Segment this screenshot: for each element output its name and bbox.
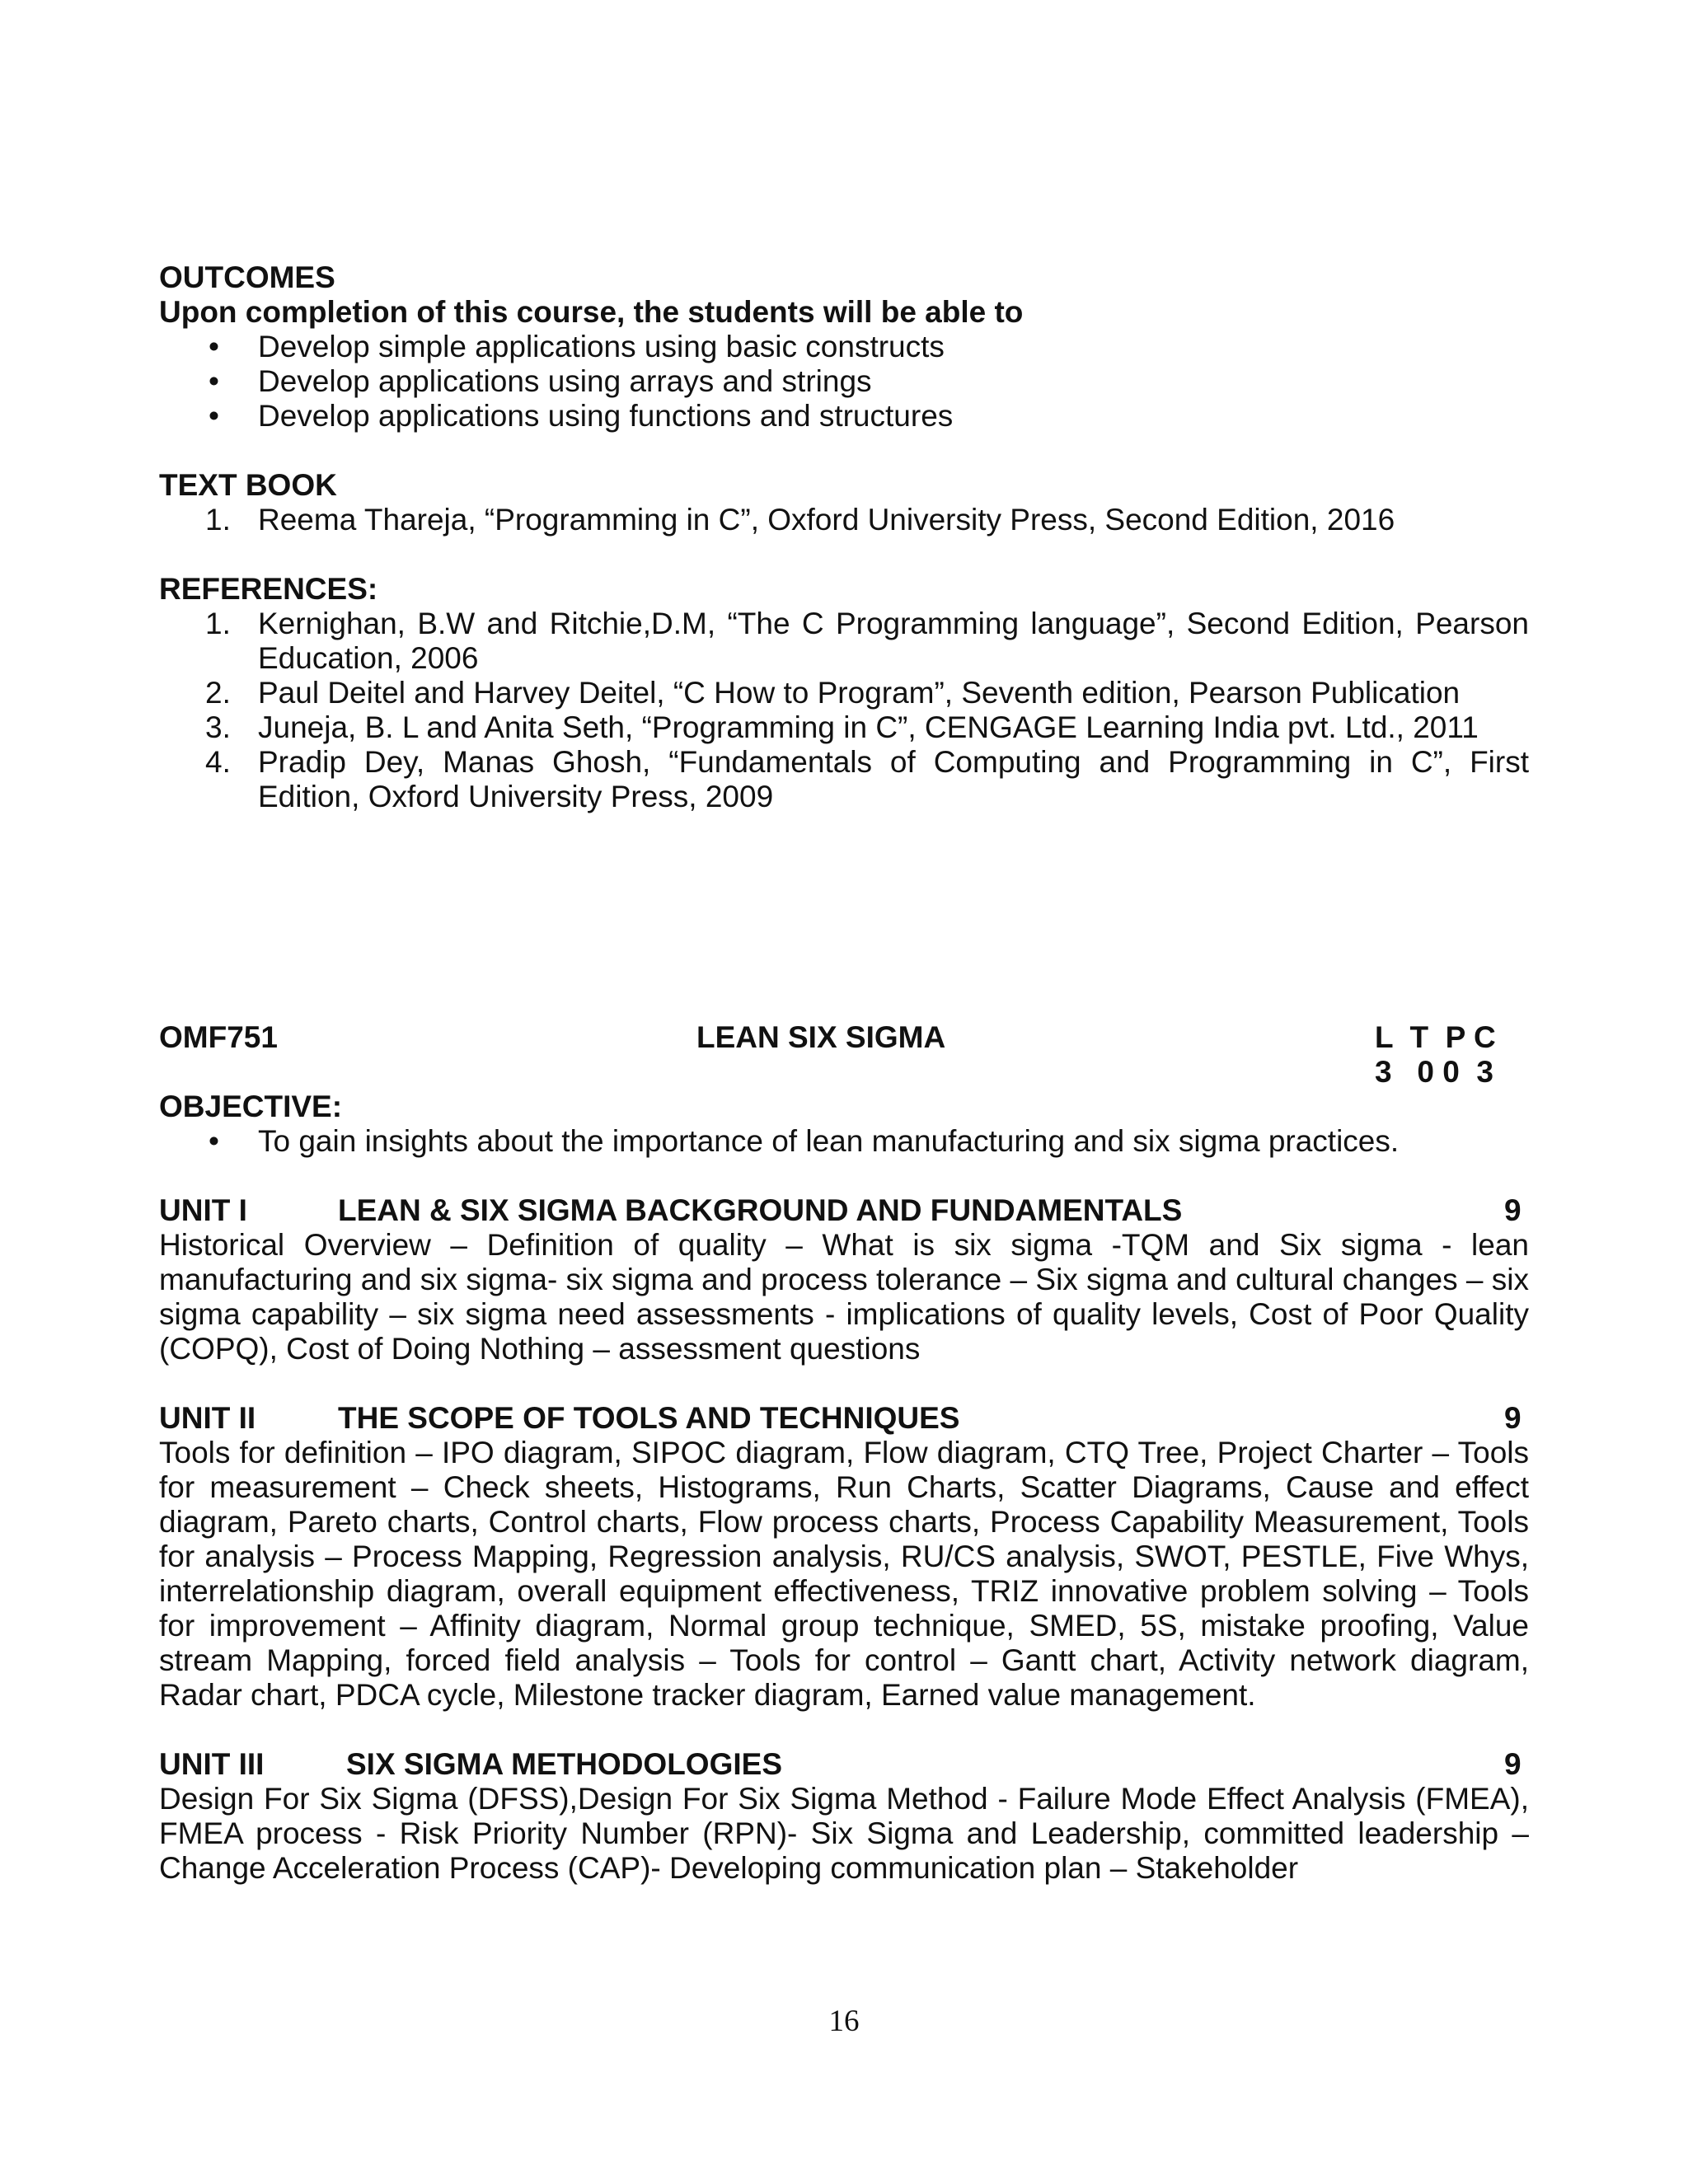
reference-item [159, 676, 1529, 710]
item-number: 1. [205, 503, 231, 537]
bullet-icon: • [209, 364, 219, 398]
unit-content: Tools for definition – IPO diagram, SIPOC diagram, Flow diagram, CTQ Tree, Project Charter – Tools for measurement – Check sheets, Histograms, Run Charts, Scatter Diagrams, Cause and effect diagram, Pareto charts, Control charts, Flow process charts, Process Capability Measurement, Tools for analysis – Process Mapping, Regression analysis, RU/CS analysis, SWOT, PESTLE, Five Whys, interrelationship diagram, overall equipment effectiveness, TRIZ innovative problem solving – Tools for improvement – Affinity diagram, Normal group technique, SMED, 5S, mistake proofing, Value stream Mapping, forced field analysis – Tools for control – Gantt chart, Activity network diagram, Radar chart, PDCA cycle, Milestone tracker diagram, Earned value management. [159, 1436, 1529, 1712]
item-text: Pradip Dey, Manas Ghosh, “Fundamentals of Computing and Programming in C”, First Edition, Oxford University Press, 2009 [258, 745, 1529, 813]
outcome-item [159, 399, 1529, 434]
item-text: Reema Thareja, “Programming in C”, Oxford University Press, Second Edition, 2016 [258, 503, 1395, 537]
item-text: Kernighan, B.W and Ritchie,D.M, “The C Programming language”, Second Edition, Pearson Education, 2006 [258, 607, 1529, 675]
unit-content: Historical Overview – Definition of quality – What is six sigma -TQM and Six sigma - lean manufacturing and six sigma- six sigma and process tolerance – Six sigma and cultural changes – six sigma capability – six sigma need assessments - implications of quality levels, Cost of Poor Quality (COPQ), Cost of Doing Nothing – assessment questions [159, 1228, 1529, 1366]
outcomes-intro: Upon completion of this course, the students will be able to [159, 295, 1024, 329]
reference-item [159, 607, 1529, 676]
objective-heading: OBJECTIVE: [159, 1090, 343, 1123]
unit-number: UNIT III [159, 1747, 265, 1781]
bullet-icon: • [209, 1124, 219, 1158]
text-book-heading: TEXT BOOK [159, 468, 337, 502]
outcome-item [159, 330, 1529, 364]
text-book-item [159, 503, 1529, 537]
course-code: OMF751 [159, 1020, 278, 1054]
unit-title: THE SCOPE OF TOOLS AND TECHNIQUES [338, 1401, 960, 1435]
ltpc-header: L T P C [1375, 1020, 1496, 1054]
item-text: Paul Deitel and Harvey Deitel, “C How to Program”, Seventh edition, Pearson Publication [258, 676, 1461, 710]
item-number: 1. [205, 607, 231, 640]
unit-number: UNIT I [159, 1193, 247, 1227]
reference-item [159, 710, 1529, 745]
course-credits-row [159, 1055, 1529, 1090]
unit-title: LEAN & SIX SIGMA BACKGROUND AND FUNDAMENTALS [338, 1193, 1183, 1227]
course-title: LEAN SIX SIGMA [696, 1020, 946, 1054]
unit-title: SIX SIGMA METHODOLOGIES [346, 1747, 783, 1781]
unit-heading [159, 1193, 1529, 1228]
references-heading: REFERENCES: [159, 572, 378, 606]
unit-heading [159, 1747, 1529, 1782]
bullet-icon: • [209, 330, 219, 363]
item-number: 2. [205, 676, 231, 710]
document-page [159, 260, 1529, 1886]
outcomes-list [159, 330, 1529, 434]
unit-hours: 9 [1504, 1193, 1522, 1227]
objective-item [159, 1124, 1529, 1159]
item-number: 3. [205, 710, 231, 744]
references-list [159, 607, 1529, 814]
unit-hours: 9 [1504, 1747, 1522, 1781]
outcome-text: Develop applications using arrays and strings [258, 364, 872, 398]
ltpc-values: 3 0 0 3 [1375, 1055, 1493, 1089]
text-book-list [159, 503, 1529, 537]
objective-list [159, 1124, 1529, 1159]
outcome-text: Develop simple applications using basic constructs [258, 330, 945, 363]
unit-number: UNIT II [159, 1401, 256, 1435]
page-number: 16 [828, 2004, 860, 2038]
reference-item [159, 745, 1529, 814]
outcome-text: Develop applications using functions and structures [258, 399, 954, 433]
outcomes-heading: OUTCOMES [159, 260, 335, 294]
unit-hours: 9 [1504, 1401, 1522, 1435]
course-header [159, 1020, 1529, 1055]
item-text: Juneja, B. L and Anita Seth, “Programming in C”, CENGAGE Learning India pvt. Ltd., 2011 [258, 710, 1479, 744]
bullet-icon: • [209, 399, 219, 433]
objective-text: To gain insights about the importance of lean manufacturing and six sigma practices. [258, 1124, 1400, 1158]
unit-content: Design For Six Sigma (DFSS),Design For Six Sigma Method - Failure Mode Effect Analysis (FMEA), FMEA process - Risk Priority Number (RPN)- Six Sigma and Leadership, committed leadership – Change Acceleration Process (CAP)- Developing communication plan – Stakeholder [159, 1782, 1529, 1885]
item-number: 4. [205, 745, 231, 779]
outcome-item [159, 364, 1529, 399]
unit-heading [159, 1401, 1529, 1436]
